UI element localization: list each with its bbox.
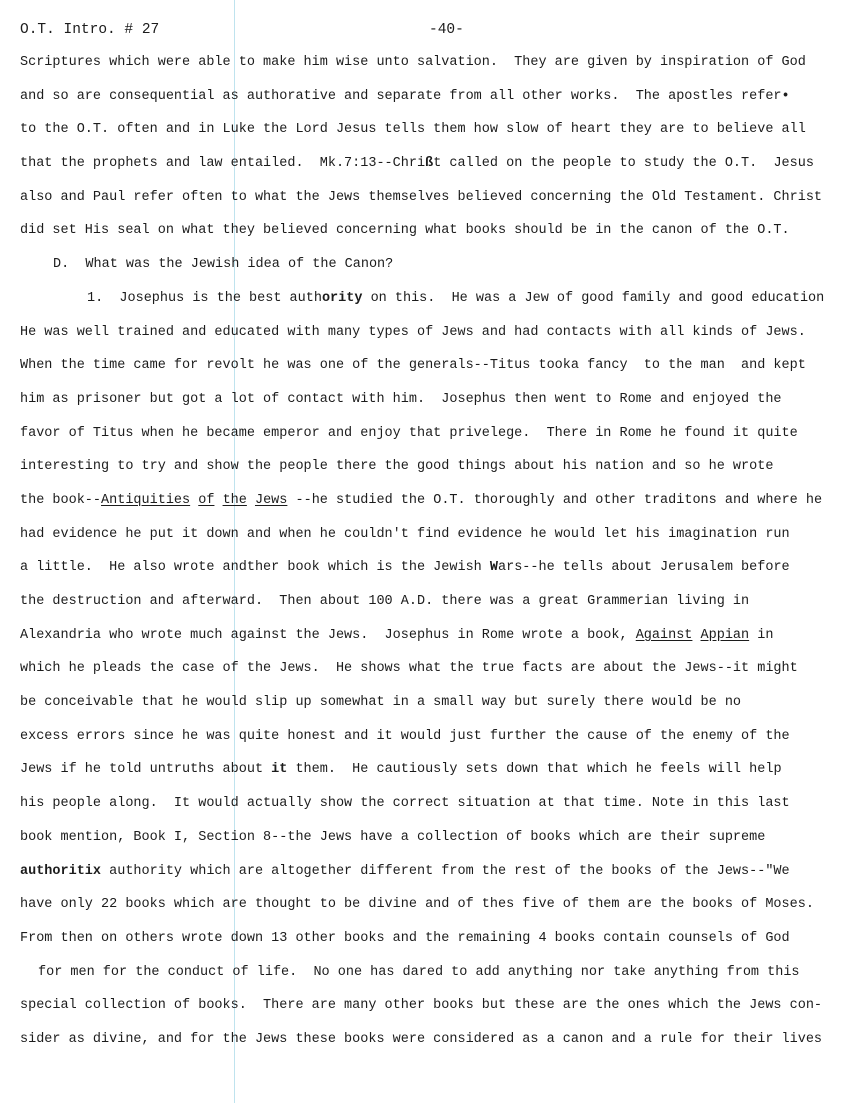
- text-line: special collection of books. There are many other books but these are the ones which the Jews con-: [20, 998, 823, 1014]
- text-line: his people along. It would actually show the correct situation at that time. Note in this last: [20, 796, 790, 812]
- struck-text: authoritix: [20, 863, 102, 879]
- text-line: be conceivable that he would slip up somewhat in a small way but surely there would be no: [20, 695, 742, 711]
- book-title: Against: [635, 627, 693, 643]
- text-line: a little. He also wrote andther book which is the Jewish Wars--he tells about Jerusalem before: [20, 560, 790, 576]
- text-line: that the prophets and law entailed. Mk.7:13--Chrißt called on the people to study the O.T. Jesus: [20, 156, 814, 172]
- text-line: book mention, Book I, Section 8--the Jews have a collection of books which are their supreme: [20, 829, 766, 845]
- text-line: Scriptures which were able to make him wise unto salvation. They are given by inspiration of God: [20, 55, 806, 70]
- text-line: the destruction and afterward. Then about 100 A.D. there was a great Grammerian living in: [20, 594, 750, 609]
- text-line: interesting to try and show the people there the good things about his nation and so he wrote: [20, 459, 774, 475]
- struck-text: it: [271, 762, 288, 778]
- text-line: When the time came for revolt he was one of the generals--Titus tooka fancy to the man and kept: [20, 358, 806, 374]
- course-label: O.T. Intro. # 27: [20, 22, 160, 38]
- text-line: him as prisoner but got a lot of contact with him. Josephus then went to Rome and enjoyed the: [20, 391, 782, 407]
- text-line: Jews if he told untruths about it them. He cautiously sets down that which he feels will help: [20, 762, 782, 778]
- text-line: authoritix authority which are altogether different from the rest of the books of the Jews--"We: [20, 863, 790, 879]
- text-line: and so are consequential as authorative and separate from all other works. The apostles refer•: [20, 88, 790, 104]
- text-line: 1. Josephus is the best authority on this. He was a Jew of good family and good education: [87, 290, 825, 306]
- text-line: sider as divine, and for the Jews these books were considered as a canon and a rule for their lives: [20, 1031, 823, 1047]
- text-line: did set His seal on what they believed concerning what books should be in the canon of the O.T.: [20, 223, 790, 239]
- page-header: [20, 22, 831, 42]
- text-line: which he pleads the case of the Jews. He shows what the true facts are about the Jews--it might: [20, 661, 798, 677]
- text-line: also and Paul refer often to what the Jews themselves believed concerning the Old Testament. Christ: [20, 189, 823, 205]
- text-line: Alexandria who wrote much against the Jews. Josephus in Rome wrote a book, Against Appian in: [20, 627, 774, 643]
- text-line: favor of Titus when he became emperor and enjoy that privelege. There in Rome he found it quite: [20, 425, 798, 441]
- text-line: He was well trained and educated with many types of Jews and had contacts with all kinds of Jews.: [20, 324, 806, 340]
- text-line: had evidence he put it down and when he couldn't find evidence he would let his imagination run: [20, 526, 790, 542]
- text-line: for men for the conduct of life. No one has dared to add anything nor take anything from this: [38, 964, 800, 980]
- text-line: excess errors since he was quite honest and it would just further the cause of the enemy of the: [20, 728, 790, 744]
- text-line: From then on others wrote down 13 other books and the remaining 4 books contain counsels of God: [20, 930, 790, 946]
- book-title: Antiquities: [101, 492, 191, 508]
- text-line: to the O.T. often and in Luke the Lord Jesus tells them how slow of heart they are to believe all: [20, 122, 806, 138]
- section-heading: D. What was the Jewish idea of the Canon?: [53, 257, 394, 273]
- body-text: [20, 53, 851, 1064]
- page-number: -40-: [429, 22, 464, 38]
- text-line: have only 22 books which are thought to be divine and of thes five of them are the books of Moses.: [20, 897, 814, 913]
- text-line: the book--Antiquities of the Jews --he studied the O.T. thoroughly and other traditons and where he: [20, 492, 823, 508]
